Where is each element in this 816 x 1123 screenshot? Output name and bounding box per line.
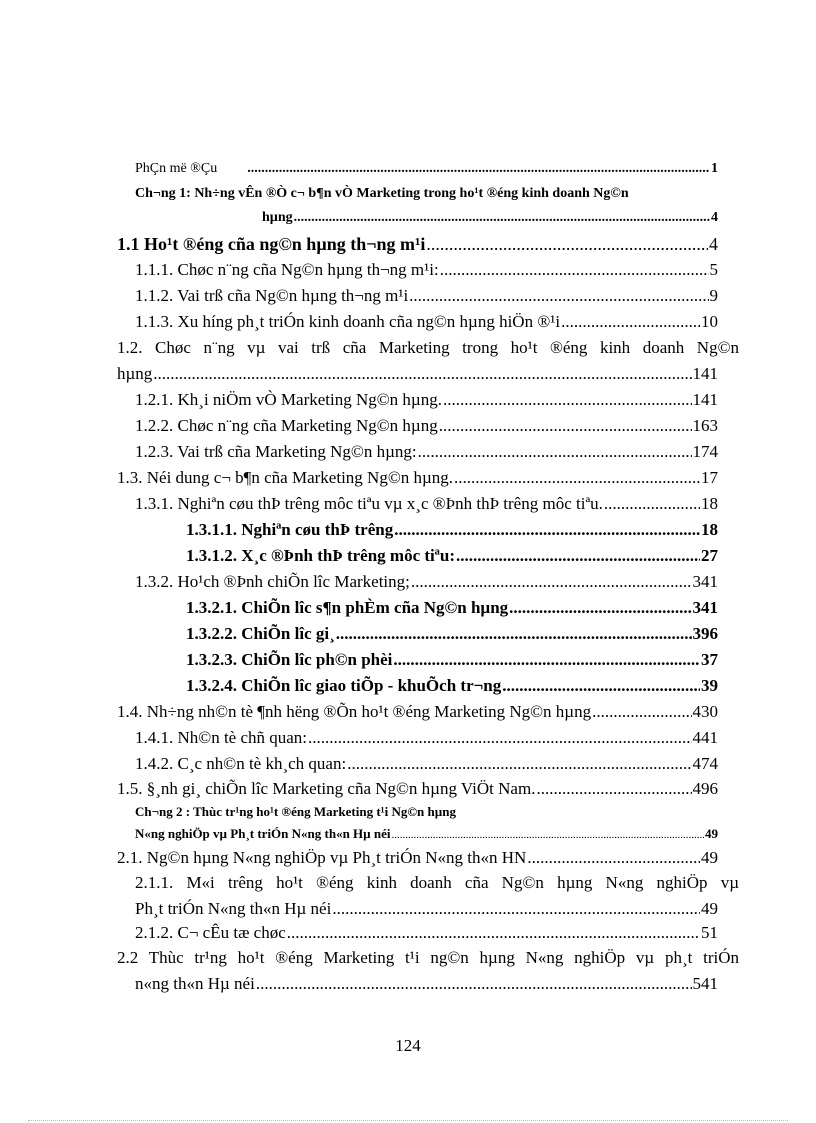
toc-page-number: 49	[705, 826, 718, 841]
toc-chapter-2-line1[interactable]	[135, 804, 718, 820]
dot-leader	[392, 829, 704, 841]
toc-entry-1-2-line2[interactable]	[117, 364, 718, 384]
toc-entry-1-3-1-2[interactable]	[186, 546, 718, 566]
toc-entry-1-3-2-1[interactable]	[186, 598, 718, 618]
page-bottom-divider	[28, 1120, 788, 1121]
dot-leader	[332, 899, 700, 919]
toc-entry-title: 1.3.1. Nghiªn cøu thÞ trêng môc tiªu vµ x¸c ®Þnh thÞ trêng môc tiªu.	[135, 494, 603, 513]
toc-entry-1-4-1[interactable]	[135, 728, 718, 748]
toc-entry-1-4-2[interactable]	[135, 754, 718, 774]
toc-entry-1-2-2[interactable]	[135, 416, 718, 436]
dot-leader	[561, 312, 700, 332]
dot-leader	[456, 546, 700, 566]
toc-page-number: 163	[692, 416, 718, 435]
dot-leader	[426, 234, 708, 255]
dot-leader	[536, 779, 691, 799]
toc-entry-title: hµng	[117, 364, 153, 383]
dot-leader	[443, 390, 692, 410]
toc-entry-title: 1.3.2.4. ChiÕn lîc giao tiÕp - khuÕch tr¬ng	[186, 676, 502, 695]
dot-leader	[347, 754, 691, 774]
toc-page-number: 4	[709, 234, 718, 254]
dot-leader	[393, 650, 700, 670]
toc-entry-title: 1.3.1.1. Nghiªn cøu thÞ trêng	[186, 520, 394, 539]
toc-entry-title: 1.4.1. Nh©n tè chñ quan:	[135, 728, 308, 747]
dot-leader	[153, 364, 691, 384]
toc-entry-title: 2.1.2. C¬ cÊu tæ chøc	[135, 923, 286, 942]
toc-entry-2-1[interactable]	[117, 848, 718, 868]
toc-entry-1-1-1[interactable]	[135, 260, 718, 280]
toc-entry-1-3-2-4[interactable]	[186, 676, 718, 696]
toc-page-number: 430	[692, 702, 718, 721]
dot-leader	[440, 260, 709, 280]
toc-entry-title: Ph¸t triÓn N«ng th«n Hµ néi	[135, 899, 332, 918]
toc-entry-1-1-3[interactable]	[135, 312, 718, 332]
toc-page-number: 141	[692, 364, 718, 383]
toc-entry-1-4[interactable]	[117, 702, 718, 722]
dot-leader	[418, 442, 692, 462]
dot-leader	[336, 624, 692, 644]
toc-entry-title: 1.3.2.3. ChiÕn lîc ph©n phèi	[186, 650, 393, 669]
toc-entry-title: 1.1 Ho¹t ®éng cña ng©n hµng th¬ng m¹i	[117, 234, 426, 254]
toc-page-number: 496	[692, 779, 718, 798]
toc-page-number: 49	[701, 848, 718, 867]
toc-entry-title: 1.3.1.2. X¸c ®Þnh thÞ trêng môc tiªu:	[186, 546, 455, 565]
dot-leader	[439, 416, 692, 436]
toc-entry-title: 1.2. Chøc n¨ng vµ vai trß cña Marketing trong ho¹t ®éng kinh doanh Ng©n	[117, 338, 739, 357]
dot-leader	[308, 728, 691, 748]
toc-page-number: 396	[692, 624, 718, 643]
toc-entry-1-3-2[interactable]	[135, 572, 718, 592]
toc-page-number: 49	[701, 899, 718, 918]
toc-entry-title: N«ng nghiÖp vµ Ph¸t triÓn N«ng th«n Hµ néi	[135, 826, 391, 841]
toc-entry-1-1-2[interactable]	[135, 286, 718, 306]
toc-page-number: 1	[711, 161, 718, 176]
toc-entry-1-3-2-2[interactable]	[186, 624, 718, 644]
toc-page-number: 39	[701, 676, 718, 695]
dot-leader	[247, 161, 710, 177]
toc-entry-title: n«ng th«n Hµ néi	[135, 974, 255, 993]
toc-entry-1-2-3[interactable]	[135, 442, 718, 462]
dot-leader	[592, 702, 691, 722]
toc-page-number: 18	[701, 494, 718, 513]
dot-leader	[294, 210, 710, 226]
toc-entry-title: 2.1. Ng©n hµng N«ng nghiÖp vµ Ph¸t triÓn N«ng th«n HN	[117, 848, 527, 867]
toc-entry-title: 1.3.2.2. ChiÕn lîc gi¸	[186, 624, 335, 643]
toc-entry-title: 2.2 Thùc tr¹ng ho¹t ®éng Marketing t¹i ng©n hµng N«ng nghiÖp vµ ph¸t triÓn	[117, 948, 739, 967]
toc-entry-title: 1.4.2. C¸c nh©n tè kh¸ch quan:	[135, 754, 347, 773]
toc-entry-title: 1.3.2. Ho¹ch ®Þnh chiÕn lîc Marketing;	[135, 572, 410, 591]
toc-page-number: 17	[701, 468, 718, 487]
toc-entry-title: 1.1.3. Xu híng ph¸t triÓn kinh doanh cña ng©n hµng hiÖn ®¹i	[135, 312, 561, 331]
toc-entry-title: 1.2.1. Kh¸i niÖm vÒ Marketing Ng©n hµng.	[135, 390, 442, 409]
toc-entry-1-1[interactable]	[117, 234, 718, 255]
dot-leader	[509, 598, 691, 618]
dot-leader	[604, 494, 700, 514]
dot-leader	[454, 468, 700, 488]
dot-leader	[502, 676, 700, 696]
toc-entry-title: 1.2.3. Vai trß cña Marketing Ng©n hµng:	[135, 442, 417, 461]
toc-page-number: 441	[692, 728, 718, 747]
page-number: 124	[395, 1036, 421, 1055]
toc-entry-1-3[interactable]	[117, 468, 718, 488]
toc-chapter-1-line2[interactable]	[262, 210, 718, 226]
toc-page-number: 541	[692, 974, 718, 993]
toc-entry-title: 1.4. Nh÷ng nh©n tè ¶nh hëng ®Õn ho¹t ®éng Marketing Ng©n hµng	[117, 702, 592, 721]
dot-leader	[409, 286, 708, 306]
toc-page-number: 4	[711, 210, 718, 225]
toc-entry-1-5[interactable]	[117, 779, 718, 799]
toc-entry-title: 1.1.1. Chøc n¨ng cña Ng©n hµng th¬ng m¹i:	[135, 260, 439, 279]
toc-page-number: 174	[692, 442, 718, 461]
toc-entry-1-2-line1[interactable]	[117, 338, 739, 358]
dot-leader	[411, 572, 692, 592]
toc-page-number: 10	[701, 312, 718, 331]
toc-entry-2-1-1-line2[interactable]	[135, 899, 718, 919]
toc-page-number: 341	[692, 598, 718, 617]
dot-leader	[287, 923, 700, 943]
toc-entry-2-1-1-line1[interactable]	[135, 873, 739, 893]
toc-entry-1-3-2-3[interactable]	[186, 650, 718, 670]
toc-page-number: 27	[701, 546, 718, 565]
toc-page-number: 37	[701, 650, 718, 669]
toc-page-number: 9	[709, 286, 718, 305]
toc-chapter-1-line1[interactable]	[135, 186, 739, 202]
toc-entry-title: 1.5. §¸nh gi¸ chiÕn lîc Marketing cña Ng©n hµng ViÖt Nam.	[117, 779, 536, 798]
toc-entry-title: Ch¬ng 2 : Thùc tr¹ng ho¹t ®éng Marketing t¹i Ng©n hµng	[135, 804, 456, 819]
toc-page-number: 18	[701, 520, 718, 539]
toc-entry-2-2-line2[interactable]	[135, 974, 718, 994]
toc-entry-intro[interactable]	[135, 161, 718, 177]
toc-chapter-2-line2[interactable]	[135, 826, 718, 842]
toc-page-number: 5	[709, 260, 718, 279]
toc-entry-title: hµng	[262, 210, 293, 225]
toc-entry-title: PhÇn më ®Çu	[135, 161, 218, 176]
toc-entry-title: 1.3. Néi dung c¬ b¶n cña Marketing Ng©n hµng.	[117, 468, 454, 487]
toc-entry-1-2-1[interactable]	[135, 390, 718, 410]
toc-entry-title: 1.1.2. Vai trß cña Ng©n hµng th¬ng m¹i	[135, 286, 409, 305]
toc-page-number: 51	[701, 923, 718, 942]
toc-entry-title: 1.3.2.1. ChiÕn lîc s¶n phÈm cña Ng©n hµng	[186, 598, 509, 617]
toc-page-number: 474	[692, 754, 718, 773]
toc-entry-2-2-line1[interactable]	[117, 948, 739, 968]
dot-leader	[527, 848, 700, 868]
dot-leader	[256, 974, 692, 994]
toc-entry-title: Ch¬ng 1: Nh÷ng vÊn ®Ò c¬ b¶n vÒ Marketing trong ho¹t ®éng kinh doanh Ng©n	[135, 186, 629, 201]
toc-entry-1-3-1[interactable]	[135, 494, 718, 514]
dot-leader	[394, 520, 700, 540]
toc-page-number: 341	[692, 572, 718, 591]
toc-page-number: 141	[692, 390, 718, 409]
toc-entry-1-3-1-1[interactable]	[186, 520, 718, 540]
toc-entry-title: 2.1.1. M«i trêng ho¹t ®éng kinh doanh cña Ng©n hµng N«ng nghiÖp vµ	[135, 873, 739, 892]
toc-entry-title: 1.2.2. Chøc n¨ng cña Marketing Ng©n hµng	[135, 416, 438, 435]
toc-entry-2-1-2[interactable]	[135, 923, 718, 943]
